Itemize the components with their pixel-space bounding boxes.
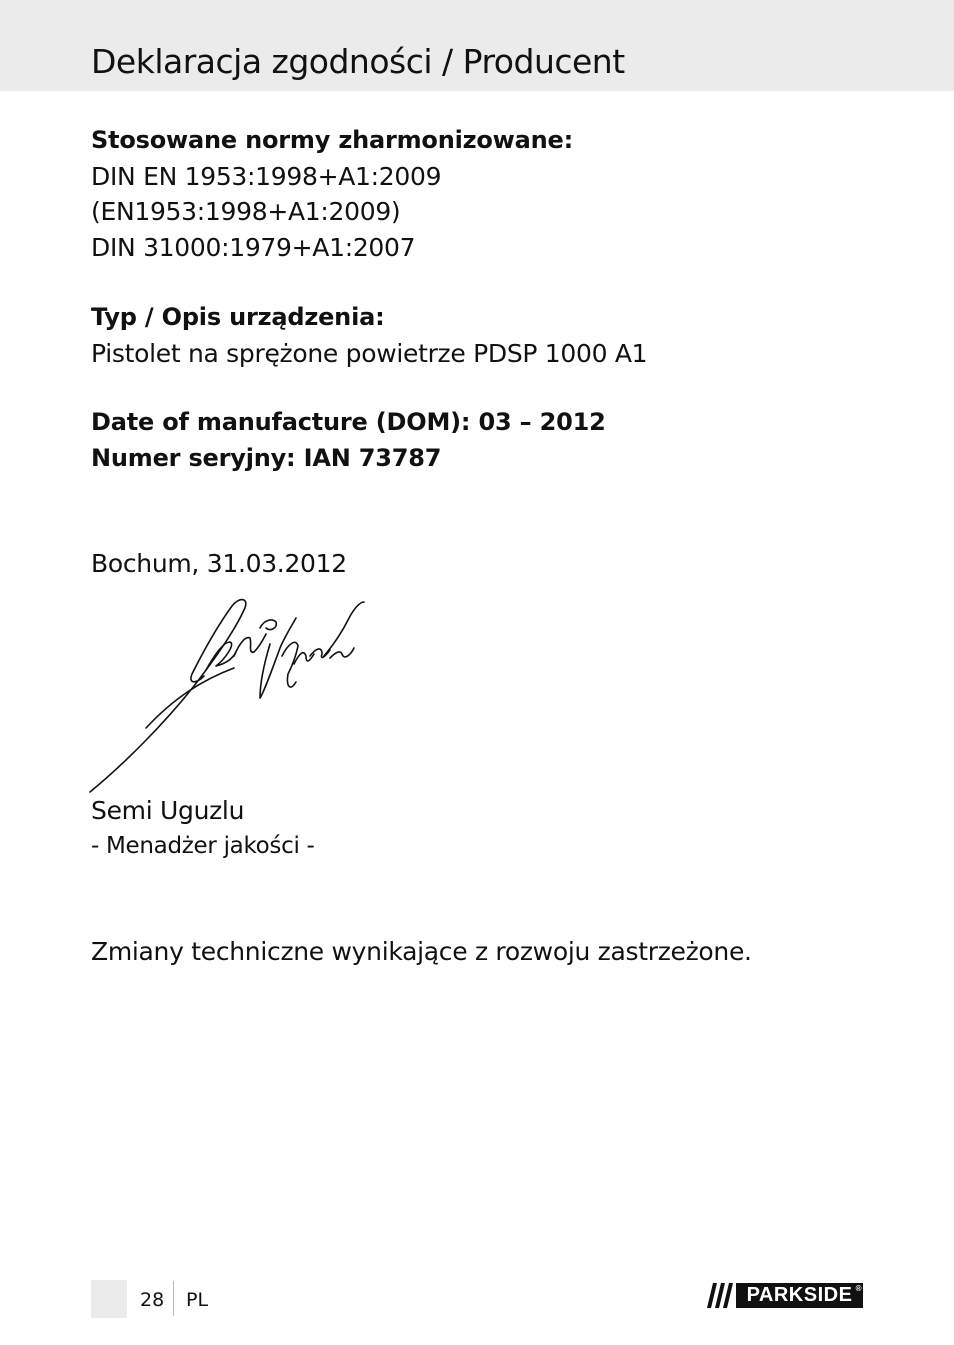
standard-item: DIN 31000:1979+A1:2007 [91,232,416,262]
page-title: Deklaracja zgodności / Producent [91,42,625,81]
brand-logo [704,1283,863,1308]
signatory-role: - Menadżer jakości - [91,832,315,859]
standard-item: DIN EN 1953:1998+A1:2009 [91,161,442,191]
technical-notice: Zmiany techniczne wynikające z rozwoju zastrzeżone. [91,937,752,966]
device-description: Pistolet na sprężone powietrze PDSP 1000 A1 [91,338,648,368]
language-code: PL [186,1289,209,1311]
manufacture-section [91,405,606,476]
brand-stripes-icon [704,1283,736,1308]
footer-box [91,1280,127,1318]
place-date: Bochum, 31.03.2012 [91,549,347,578]
signatory-name: Semi Uguzlu [91,796,245,825]
brand-name: PARKSIDE ® [736,1283,863,1308]
signature [84,594,374,799]
device-heading: Typ / Opis urządzenia: [91,303,385,331]
standard-item: (EN1953:1998+A1:2009) [91,197,401,226]
standards-heading: Stosowane normy zharmonizowane: [91,126,574,154]
registered-mark: ® [855,1284,862,1293]
device-section [91,300,647,371]
page-number: 28 [140,1289,165,1311]
serial-number: Numer seryjny: IAN 73787 [91,443,442,472]
standards-section [91,123,573,265]
manufacture-date: Date of manufacture (DOM): 03 – 2012 [91,408,606,436]
signatory [91,793,315,864]
footer-divider [173,1281,174,1316]
